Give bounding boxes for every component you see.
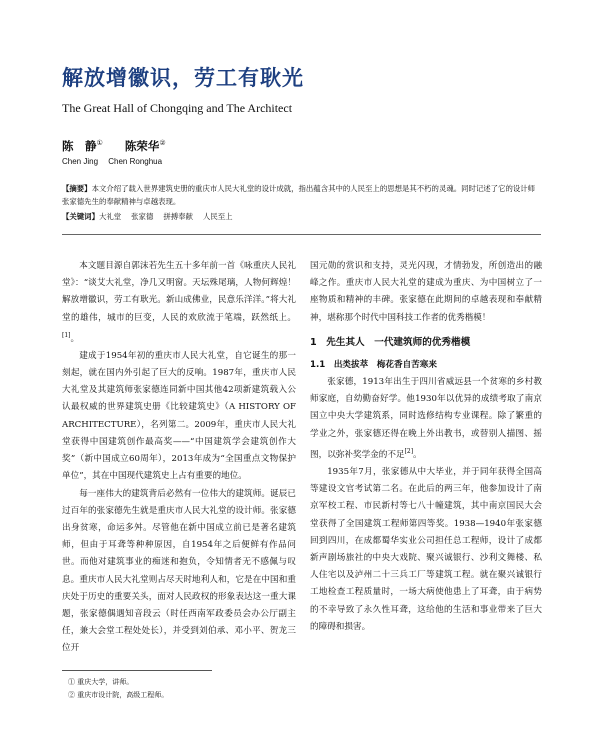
- body-column-right: [310, 258, 542, 636]
- author-name: 陈荣华: [124, 139, 160, 153]
- paragraph: 每一座伟大的建筑背后必然有一位伟大的建筑师。诞辰已过百年的张家德先生就是重庆市人民大礼堂的设计师。张家德出身贫寒，命运多舛。尽管他在新中国成立前已是著名建筑师，但由于耳聋等种种原因，自1954年之后便鲜有作品问世。而他对建筑事业的痴迷和抱负，令知情者无不感佩与叹息。重庆市人民大礼堂则占尽天时地利人和，它是在中国和重庆处于历史的重要关头，面对人民政权的形象表达这一重大课题，张家德偶遇知音段云（时任西南军政委员会办公厅副主任，兼大会堂工程处处长），并受到刘伯承、邓小平、贺龙三位开: [62, 488, 296, 654]
- abstract-label: 【摘要】: [62, 184, 92, 193]
- abstract-text: 本文介绍了载入世界建筑史册的重庆市人民大礼堂的设计成就，指出蕴含其中的人民至上的思想是其不朽的灵魂。同时记述了它的设计师张家德先生的奉献精神与卓越表现。: [62, 184, 536, 206]
- footnote: ② 重庆市设计院，高级工程师。: [68, 691, 169, 699]
- authors: [62, 138, 166, 154]
- author-name: 陈 静: [62, 139, 97, 153]
- body-column-left: [62, 258, 296, 658]
- author-mark: ①: [96, 139, 103, 148]
- paragraph: 1935年7月，张家德从中大毕业，并于同年获得全国高等建设文官考试第二名。在此后的两三年，他参加设计了南京军校工程、市民新村等七八十幢建筑，其中南京国民大会堂获得了全国建筑工程师第四等奖。1938—1940年张家德回到四川，在成都蜀华实业公司担任总工程师，设计了成都新声剧场旅社的中央大戏院、聚兴诚银行、沙利文舞楼、私人住宅以及泸州二十三兵工厂等建筑工程。就在聚兴诚银行工地检查工程质量时，一场大病使他患上了耳聋，由于病势的不幸导致了永久性耳聋，这给他的生活和事业带来了巨大的障碍和损害。: [310, 466, 542, 632]
- paragraph: 建成于1954年初的重庆市人民大礼堂，自它诞生的那一刻起，就在国内外引起了巨大的反响。1987年，重庆市人民大礼堂及其建筑师张家德连同新中国其他42项新建筑载入公认最权威的世界建筑史册《比较建筑史》（A HISTORY OF ARCHITECTURE），名列第二。2009年，重庆市人民大礼堂获得中国建筑创作最高奖——“中国建筑学会建筑创作大奖”（新中国成立60周年），2013年成为“全国重点文物保护单位”，其在中国现代建筑史上占有重要的地位。: [62, 350, 296, 482]
- citation: [2]: [404, 447, 414, 455]
- keyword: 大礼堂: [98, 212, 122, 221]
- subsection-heading: 1.1 出类拔萃 梅花香自苦寒来: [310, 359, 437, 370]
- paragraph: 张家德，1913年出生于四川省威远县一个贫寒的乡村教师家庭，自幼勤奋好学。他1930年以优异的成绩考取了南京国立中央大学建筑系，同时选修结构专业课程。除了繁重的学业之外，张家德还得在晚上外出教书，或替别人描图、摇图，以弥补奖学金的不足[2]。: [310, 377, 542, 460]
- page-title: 解放增徽识，劳工有耿光: [62, 66, 304, 90]
- citation: [1]: [62, 331, 71, 339]
- keyword: 人民至上: [202, 212, 233, 221]
- footnote: ① 重庆大学，讲师。: [68, 678, 134, 686]
- page-subtitle: The Great Hall of Chongqing and The Architect: [62, 101, 293, 115]
- author-mark: ②: [159, 139, 166, 148]
- authors-english: Chen Jing Chen Ronghua: [62, 157, 163, 166]
- keyword: 张家德: [131, 212, 154, 221]
- section-heading: 1 先生其人 一代建筑师的优秀楷模: [310, 336, 471, 348]
- divider: [62, 234, 541, 235]
- paragraph: 国元勋的赏识和支持，灵光闪现，才情勃发，所创造出的融峰之作。重庆市人民大礼堂的建成为重庆、为中国树立了一座物质和精神的丰碑。张家德在此期间的卓越表现和奉献精神，堪称那个时代中国科技工作者的优秀楷模！: [310, 261, 542, 323]
- keywords: [62, 210, 243, 223]
- paragraph: 本文题目源自郭沫若先生五十多年前一首《咏重庆人民礼堂》：“谈艾大礼堂，净几又明窗。天坛殊尾璃，人物何辉煌！解放增徽识，劳工有耿光。新山成佛业，民意乐洋洋。”将大礼堂的雄伟，城市的巨变，人民的欢欣流于笔端，跃然纸上。[1]。: [62, 261, 296, 344]
- keywords-label: 【关键词】: [62, 212, 99, 221]
- footnote-divider: [62, 670, 212, 671]
- keyword: 拼搏奉献: [163, 212, 193, 221]
- abstract: [62, 182, 541, 208]
- footnotes: [68, 676, 168, 702]
